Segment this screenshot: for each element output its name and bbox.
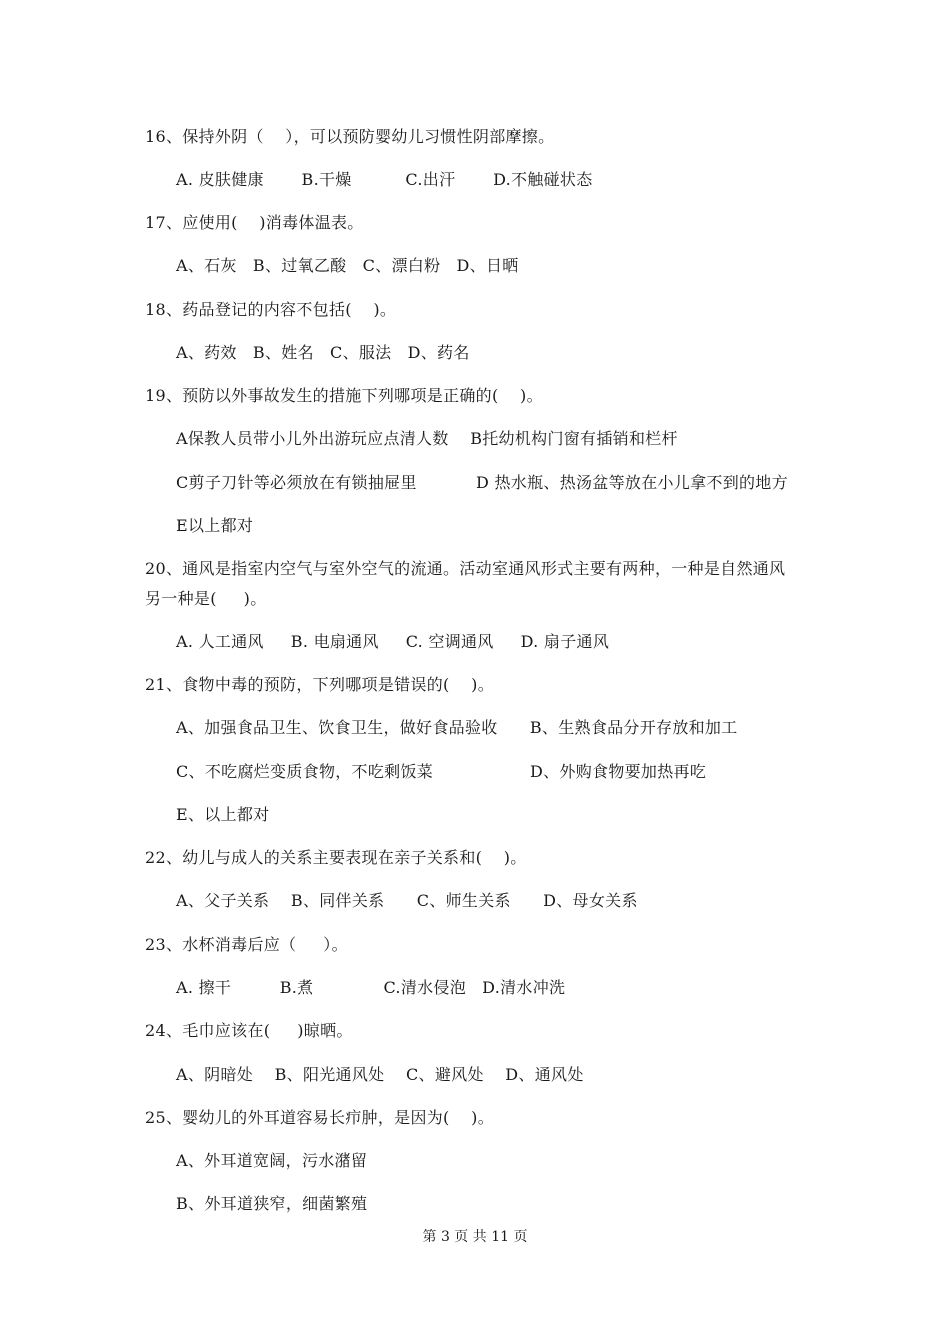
- question-19-options-row2: C剪子刀针等必须放在有锁抽屉里 D 热水瓶、热汤盆等放在小儿拿不到的地方: [176, 473, 788, 492]
- question-25-stem: 25、婴幼儿的外耳道容易长疖肿，是因为( )。: [145, 1108, 494, 1127]
- question-24-options: A、阴暗处 B、阳光通风处 C、避风处 D、通风处: [176, 1065, 584, 1084]
- question-21-options-row2: C、不吃腐烂变质食物，不吃剩饭菜 D、外购食物要加热再吃: [176, 762, 707, 781]
- question-16-stem: 16、保持外阴（ ），可以预防婴幼儿习惯性阴部摩擦。: [145, 127, 555, 146]
- question-17-options: A、石灰 B、过氧乙酸 C、漂白粉 D、日晒: [176, 256, 519, 275]
- question-23-stem: 23、水杯消毒后应（ ）。: [145, 935, 348, 954]
- question-25-option-a: A、外耳道宽阔，污水潴留: [176, 1151, 368, 1170]
- question-25-option-b: B、外耳道狭窄，细菌繁殖: [176, 1194, 368, 1213]
- question-21-options-row3: E、以上都对: [176, 805, 270, 824]
- question-19-stem: 19、预防以外事故发生的措施下列哪项是正确的( )。: [145, 386, 543, 405]
- question-19-options-row1: A保教人员带小儿外出游玩应点清人数 B托幼机构门窗有插销和栏杆: [176, 429, 678, 448]
- question-18-options: A、药效 B、姓名 C、服法 D、药名: [176, 343, 470, 362]
- question-16-options: A. 皮肤健康 B.干燥 C.出汗 D.不触碰状态: [176, 170, 593, 189]
- page-footer: 第 3 页 共 11 页: [422, 1229, 528, 1245]
- question-23-options: A. 擦干 B.煮 C.清水侵泡 D.清水冲洗: [176, 978, 566, 997]
- question-21-stem: 21、食物中毒的预防，下列哪项是错误的( )。: [145, 675, 494, 694]
- question-19-options-row3: E以上都对: [176, 516, 254, 535]
- question-22-stem: 22、幼儿与成人的关系主要表现在亲子关系和( )。: [145, 848, 527, 867]
- question-20-stem-line2: 另一种是( )。: [145, 589, 267, 608]
- question-21-options-row1: A、加强食品卫生、饮食卫生，做好食品验收 B、生熟食品分开存放和加工: [176, 718, 738, 737]
- question-22-options: A、父子关系 B、同伴关系 C、师生关系 D、母女关系: [176, 891, 638, 910]
- question-18-stem: 18、药品登记的内容不包括( )。: [145, 300, 397, 319]
- question-24-stem: 24、毛巾应该在( )晾晒。: [145, 1021, 353, 1040]
- question-20-options: A. 人工通风 B. 电扇通风 C. 空调通风 D. 扇子通风: [176, 632, 610, 651]
- question-17-stem: 17、应使用( )消毒体温表。: [145, 213, 364, 232]
- question-20-stem-line1: 20、通风是指室内空气与室外空气的流通。活动室通风形式主要有两种，一种是自然通风: [145, 559, 786, 578]
